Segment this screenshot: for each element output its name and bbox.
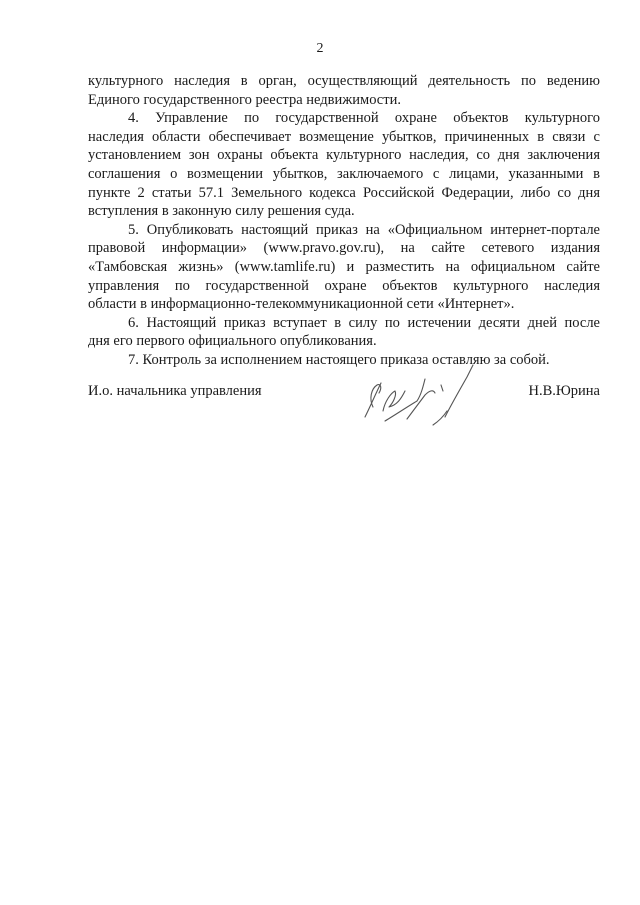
text-line: соглашения о возмещении убытков, заключаемого с лицами, указанными в [88,165,600,182]
text-line: 4. Управление по государственной охране объектов культурного [128,110,600,127]
text-line: управления по государственной охране объектов культурного наследия [88,277,600,294]
text-line: наследия области обеспечивает возмещение убытков, причиненных в связи с [88,128,600,145]
text-line: 5. Опубликовать настоящий приказ на «Официальном интернет-портале [128,221,600,238]
signature-block [88,382,600,404]
text-line: установлением зон охраны объекта культурного наследия, со дня заключения [88,147,600,164]
text-line: правовой информации» (www.pravo.gov.ru), на сайте сетевого издания [88,240,600,257]
text-line: области в информационно-телекоммуникационной сети «Интернет». [88,296,515,313]
text-line: вступления в законную силу решения суда. [88,203,355,220]
text-line: Единого государственного реестра недвижимости. [88,91,401,108]
text-line: 6. Настоящий приказ вступает в силу по истечении десяти дней после [128,314,600,331]
text-line: пункте 2 статьи 57.1 Земельного кодекса Российской Федерации, либо со дня [88,184,600,201]
text-line: культурного наследия в орган, осуществляющий деятельность по ведению [88,73,600,89]
signatory-name: Н.В.Юрина [528,383,600,399]
text-line: дня его первого официального опубликования. [88,333,377,350]
text-line: «Тамбовская жизнь» (www.tamlife.ru) и разместить на официальном сайте [88,258,600,275]
text-line: 7. Контроль за исполнением настоящего приказа оставляю за собой. [128,351,550,368]
page-number: 2 [316,41,324,56]
signatory-title: И.о. начальника управления [88,383,262,399]
handwritten-signature [355,355,480,435]
document-body [88,72,600,370]
